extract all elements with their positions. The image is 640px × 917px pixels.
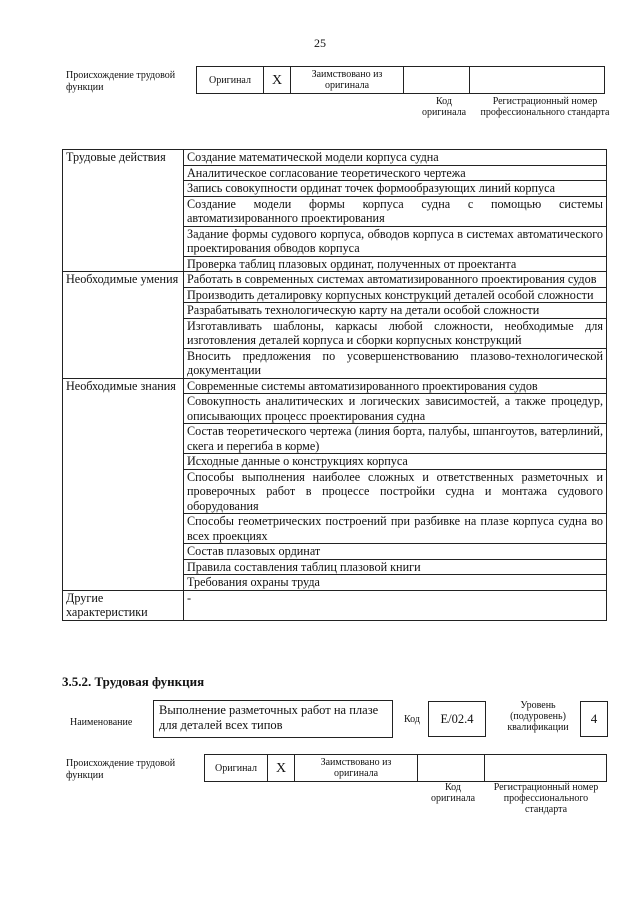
origin-label: Происхождение трудовой функции [66, 70, 176, 93]
table-row [63, 150, 607, 166]
section-title: 3.5.2. Трудовая функция [62, 674, 205, 689]
table-cell: Аналитическое согласование теоретического чертежа [184, 165, 607, 181]
name-value: Выполнение разметочных работ на плазе для деталей всех типов [153, 700, 393, 738]
row-group-header: Необходимые знания [63, 378, 184, 590]
table-cell: Современные системы автоматизированного проектирования судов [184, 378, 607, 394]
table-cell: Правила составления таблиц плазовой книги [184, 559, 607, 575]
table-cell: Исходные данные о конструкциях корпуса [184, 454, 607, 470]
name-label: Наименование [70, 717, 133, 728]
origin-table [197, 66, 605, 94]
table-cell: Создание модели формы корпуса судна с помощью системы автоматизированного проектирования [184, 196, 607, 226]
origin-code-cell [403, 66, 470, 94]
table-cell: Совокупность аналитических и логических зависимостей, а также процедур, описывающих процесс проектирования судна [184, 394, 607, 424]
origin-code-caption-2: Код оригинала [430, 782, 476, 804]
origin-reg-cell [469, 66, 605, 94]
function-table [62, 149, 607, 621]
origin-mark: X [263, 66, 291, 94]
row-group-header: Другие характеристики [63, 590, 184, 620]
table-cell: Способы выполнения наиболее сложных и ответственных разметочных и проверочных работ в процессе постройки судна и монтажа судового оборудования [184, 469, 607, 514]
origin-original: Оригинал [196, 66, 264, 94]
table-cell: Требования охраны труда [184, 575, 607, 591]
origin-label-2: Происхождение трудовой функции [66, 758, 176, 781]
table-cell: Разрабатывать технологическую карту на детали особой сложности [184, 303, 607, 319]
table-cell: Запись совокупности ординат точек формообразующих линий корпуса [184, 181, 607, 197]
origin-table-2 [205, 754, 607, 782]
table-cell: Проверка таблиц плазовых ординат, полученных от проектанта [184, 256, 607, 272]
page-number: 25 [314, 36, 326, 50]
table-row [63, 590, 607, 620]
origin-original-2: Оригинал [204, 754, 268, 782]
table-cell: Производить деталировку корпусных конструкций деталей особой сложности [184, 287, 607, 303]
row-group-header: Трудовые действия [63, 150, 184, 272]
code-label: Код [404, 714, 420, 725]
level-value: 4 [580, 701, 608, 737]
row-group-header: Необходимые умения [63, 272, 184, 379]
origin-reg-caption: Регистрационный номер профессионального стандарта [480, 96, 610, 118]
table-cell: Способы геометрических построений при разбивке на плазе корпуса судна во всех проекциях [184, 514, 607, 544]
origin-reg-caption-2: Регистрационный номер профессионального стандарта [493, 782, 599, 815]
table-cell: Изготавливать шаблоны, каркасы любой сложности, необходимые для изготовления деталей корпуса и сборки корпусных конструкций [184, 318, 607, 348]
level-label: Уровень (подуровень) квалификации [507, 700, 569, 733]
origin-borrowed: Заимствовано из оригинала [290, 66, 404, 94]
table-cell: Состав плазовых ординат [184, 544, 607, 560]
origin-reg-cell-2 [484, 754, 607, 782]
code-value: E/02.4 [428, 701, 486, 737]
table-cell: - [184, 590, 607, 620]
origin-mark-2: X [267, 754, 295, 782]
table-cell: Задание формы судового корпуса, обводов корпуса в системах автоматического проектирования обводов корпуса [184, 226, 607, 256]
origin-code-caption: Код оригинала [421, 96, 467, 118]
table-row [63, 272, 607, 288]
origin-code-cell-2 [417, 754, 485, 782]
table-cell: Вносить предложения по усовершенствованию плазово-технологической документации [184, 348, 607, 378]
table-row [63, 378, 607, 394]
table-cell: Создание математической модели корпуса судна [184, 150, 607, 166]
table-cell: Работать в современных системах автоматизированного проектирования судов [184, 272, 607, 288]
origin-borrowed-2: Заимствовано из оригинала [294, 754, 418, 782]
table-cell: Состав теоретического чертежа (линия борта, палубы, шпангоутов, ватерлиний, скега и перегиба в корме) [184, 424, 607, 454]
